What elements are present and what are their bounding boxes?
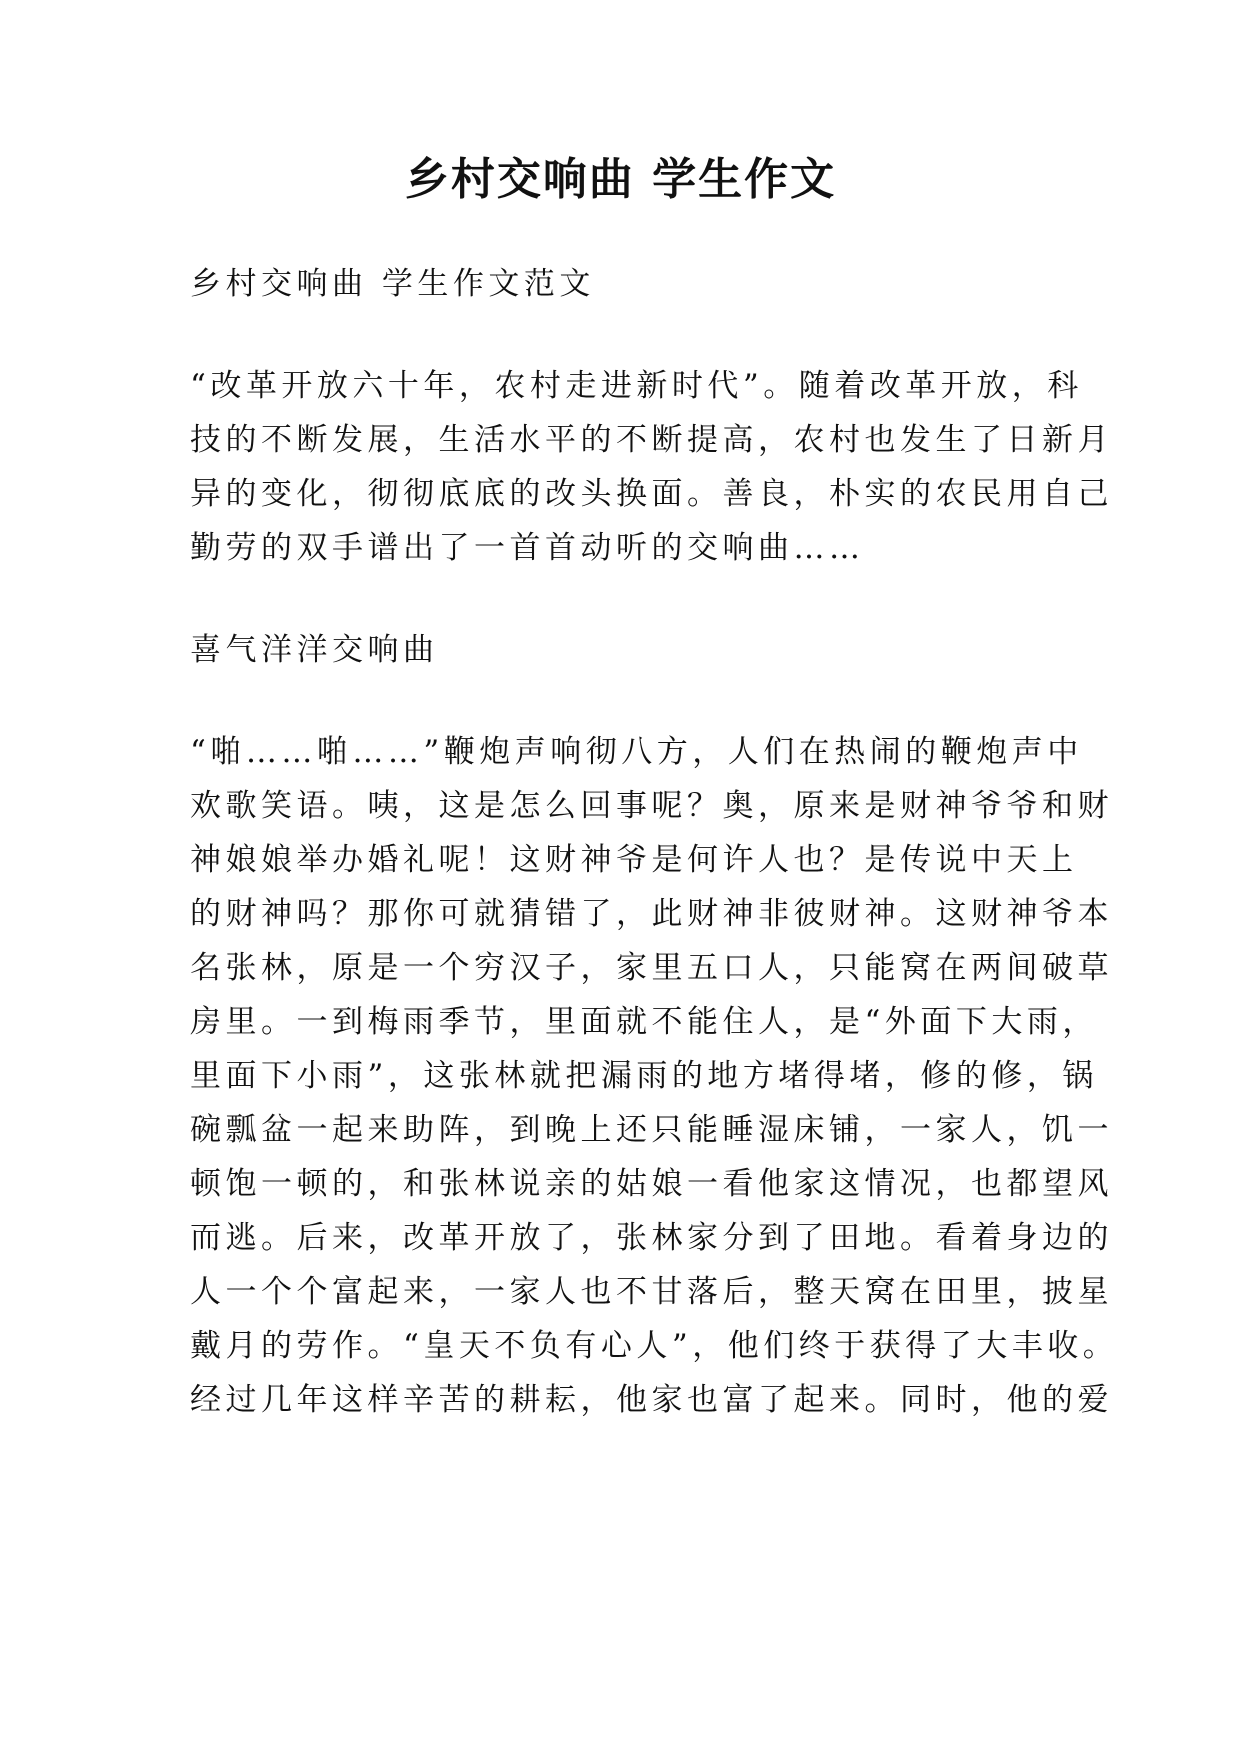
body-line: 的财神吗？那你可就猜错了，此财神非彼财神。这财神爷本	[190, 896, 1113, 932]
body-line: 而逃。后来，改革开放了，张林家分到了田地。看着身边的	[190, 1220, 1113, 1256]
body-line: “啪……啪……”鞭炮声响彻八方，人们在热闹的鞭炮声中	[190, 734, 1083, 770]
body-line: 戴月的劳作。“皇天不负有心人”，他们终于获得了大丰收。	[190, 1328, 1119, 1364]
intro-line: 技的不断发展，生活水平的不断提高，农村也发生了日新月	[190, 422, 1113, 458]
body-line: 神娘娘举办婚礼呢！这财神爷是何许人也？是传说中天上	[190, 842, 1078, 878]
body-line: 碗瓢盆一起来助阵，到晚上还只能睡湿床铺，一家人，饥一	[190, 1112, 1113, 1148]
body-line: 欢歌笑语。咦，这是怎么回事呢？奥，原来是财神爷爷和财	[190, 788, 1113, 824]
document-subtitle: 乡村交响曲 学生作文范文	[190, 266, 595, 302]
intro-line: “改革开放六十年，农村走进新时代”。随着改革开放，科	[190, 368, 1083, 404]
body-line: 房里。一到梅雨季节，里面就不能住人，是“外面下大雨，	[190, 1004, 1098, 1040]
section-heading: 喜气洋洋交响曲	[190, 632, 439, 668]
body-line: 里面下小雨”，这张林就把漏雨的地方堵得堵，修的修，锅	[190, 1058, 1098, 1094]
body-line: 经过几年这样辛苦的耕耘，他家也富了起来。同时，他的爱	[190, 1382, 1113, 1418]
body-line: 名张林，原是一个穷汉子，家里五口人，只能窝在两间破草	[190, 950, 1113, 986]
intro-line: 异的变化，彻彻底底的改头换面。善良，朴实的农民用自己	[190, 476, 1113, 512]
intro-line: 勤劳的双手谱出了一首首动听的交响曲……	[190, 530, 865, 566]
body-line: 顿饱一顿的，和张林说亲的姑娘一看他家这情况，也都望风	[190, 1166, 1113, 1202]
body-line: 人一个个富起来，一家人也不甘落后，整天窝在田里，披星	[190, 1274, 1113, 1310]
document-title: 乡村交响曲 学生作文	[404, 154, 837, 205]
